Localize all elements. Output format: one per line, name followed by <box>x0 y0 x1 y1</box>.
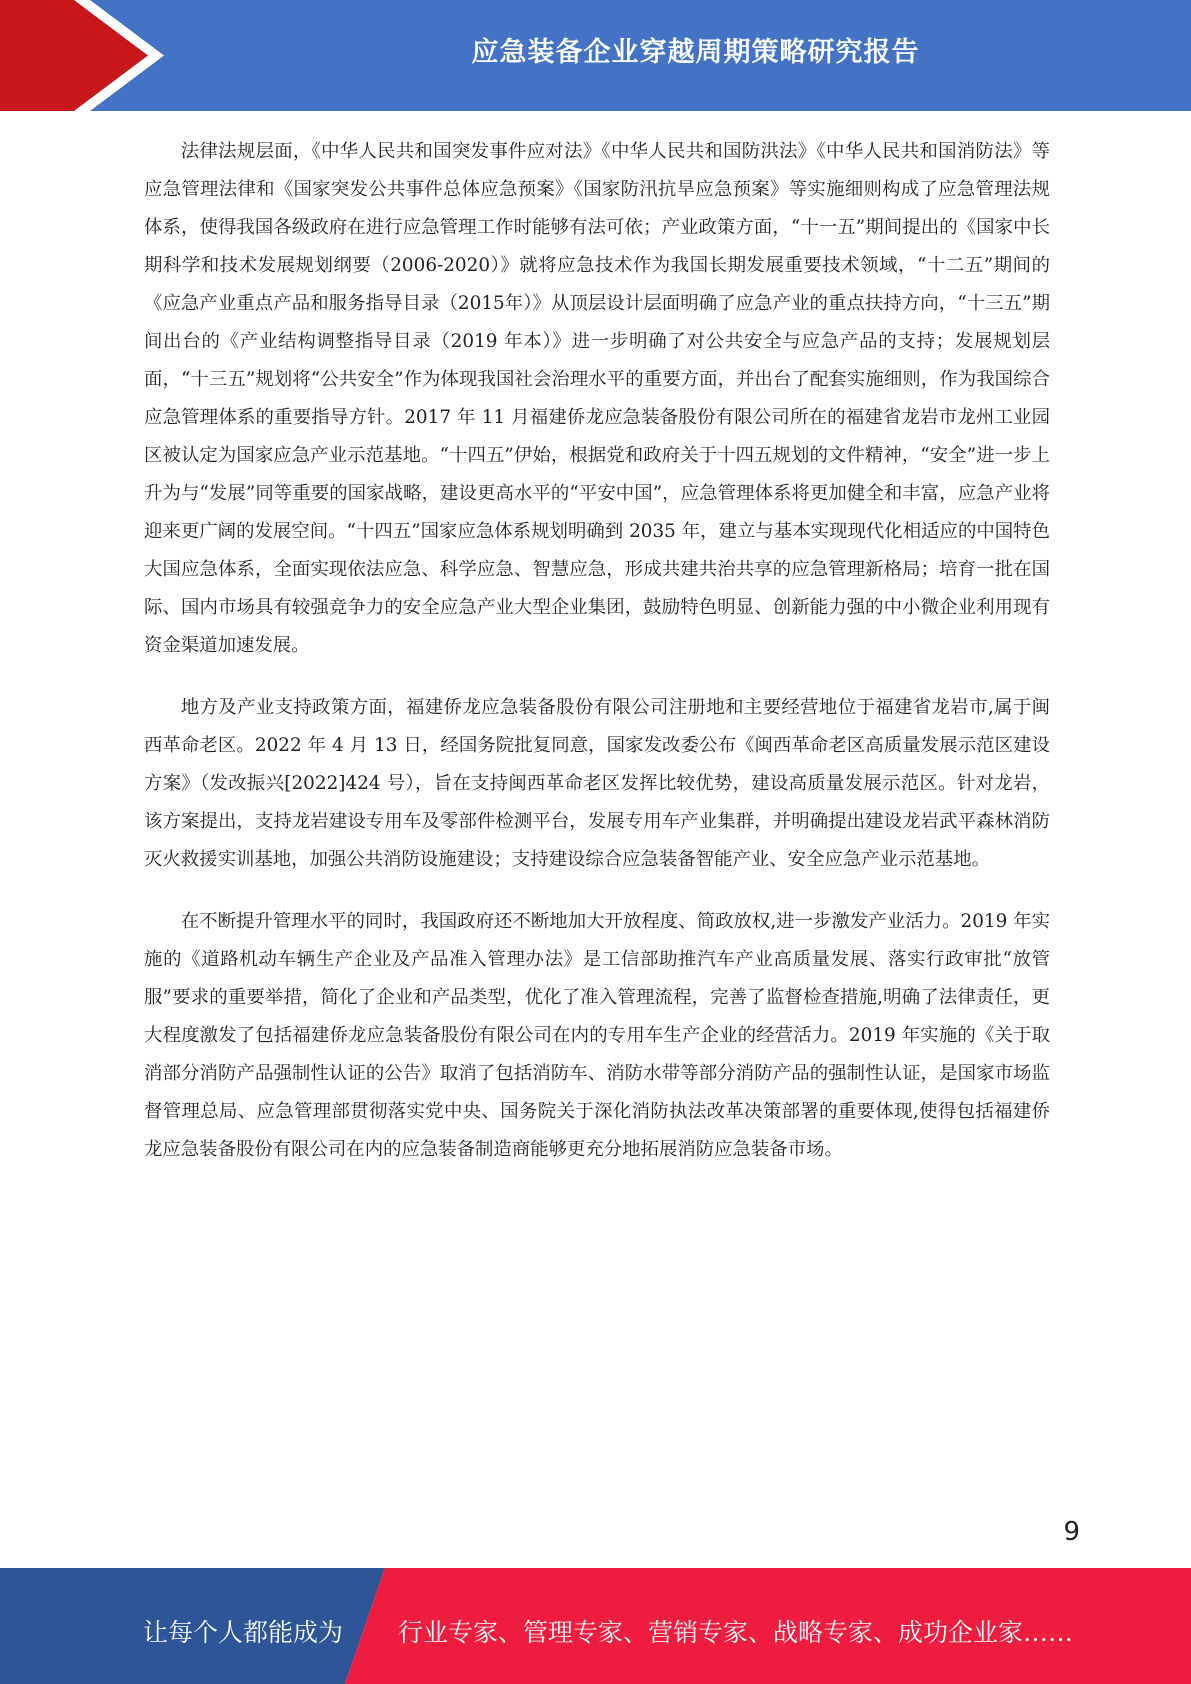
report-title: 应急装备企业穿越周期策略研究报告 <box>471 37 920 68</box>
footer-slogan-right: 行业专家、管理专家、营销专家、战略专家、成功企业家…… <box>398 1618 1074 1647</box>
footer-slogan-left: 让每个人都能成为 <box>143 1618 344 1647</box>
paragraph-deregulation: 在不断提升管理水平的同时，我国政府还不断地加大开放程度、简政放权,进一步激发产业活力。2019 年实施的《道路机动车辆生产企业及产品准入管理办法》是工信部助推汽车产业高质量发展、落实行政审批“放管服”要求的重要举措，简化了企业和产品类型，优化了准入管理流程，完善了监督检查措施,明确了法律责任，更大程度激发了包括福建侨龙应急装备股份有限公司在内的专用车生产企业的经营活力。2019 年实施的《关于取消部分消防产品强制性认证的公告》取消了包括消防车、消防水带等部分消防产品的强制性认证，是国家市场监督管理总局、应急管理部贯彻落实党中央、国务院关于深化消防执法改革决策部署的重要体现,使得包括福建侨龙应急装备股份有限公司在内的应急装备制造商能够更充分地拓展消防应急装备市场。 <box>144 911 1050 1160</box>
paragraph-local-policies: 地方及产业支持政策方面，福建侨龙应急装备股份有限公司注册地和主要经营地位于福建省龙岩市,属于闽西革命老区。2022 年 4 月 13 日，经国务院批复同意，国家发改委公布《闽西革命老区高质量发展示范区建设方案》（发改振兴[2022]424 号），旨在支持闽西革命老区发挥比较优势，建设高质量发展示范区。针对龙岩，该方案提出，支持龙岩建设专用车及零部件检测平台，发展专用车产业集群，并明确提出建设龙岩武平森林消防灭火救援实训基地，加强公共消防设施建设；支持建设综合应急装备智能产业、安全应急产业示范基地。 <box>144 697 1050 870</box>
page-header <box>0 0 1191 111</box>
paragraph-laws-policies: 法律法规层面，《中华人民共和国突发事件应对法》《中华人民共和国防洪法》《中华人民共和国消防法》等应急管理法律和《国家突发公共事件总体应急预案》《国家防汛抗旱应急预案》等实施细则构成了应急管理法规体系，使得我国各级政府在进行应急管理工作时能够有法可依；产业政策方面，“十一五”期间提出的《国家中长期科学和技术发展规划纲要（2006-2020）》就将应急技术作为我国长期发展重要技术领域，“十二五”期间的《应急产业重点产品和服务指导目录（2015年）》从顶层设计层面明确了应急产业的重点扶持方向，“十三五”期间出台的《产业结构调整指导目录（2019 年本）》进一步明确了对公共安全与应急产品的支持；发展规划层面，“十三五”规划将“公共安全”作为体现我国社会治理水平的重要方面，并出台了配套实施细则，作为我国综合应急管理体系的重要指导方针。2017 年 11 月福建侨龙应急装备股份有限公司所在的福建省龙岩市龙州工业园区被认定为国家应急产业示范基地。“十四五”伊始，根据党和政府关于十四五规划的文件精神，“安全”进一步上升为与“发展”同等重要的国家战略，建设更高水平的“平安中国”，应急管理体系将更加健全和丰富，应急产业将迎来更广阔的发展空间。“十四五”国家应急体系规划明确到 2035 年，建立与基本实现现代化相适应的中国特色大国应急体系，全面实现依法应急、科学应急、智慧应急，形成共建共治共享的应急管理新格局；培育一批在国际、国内市场具有较强竞争力的安全应急产业大型企业集团，鼓励特色明显、创新能力强的中小微企业利用现有资金渠道加速发展。 <box>144 141 1050 656</box>
body-text <box>144 133 1050 1193</box>
page-number: 9 <box>1063 1517 1080 1547</box>
header-red-arrow <box>0 0 148 111</box>
page-footer <box>0 1568 1191 1684</box>
